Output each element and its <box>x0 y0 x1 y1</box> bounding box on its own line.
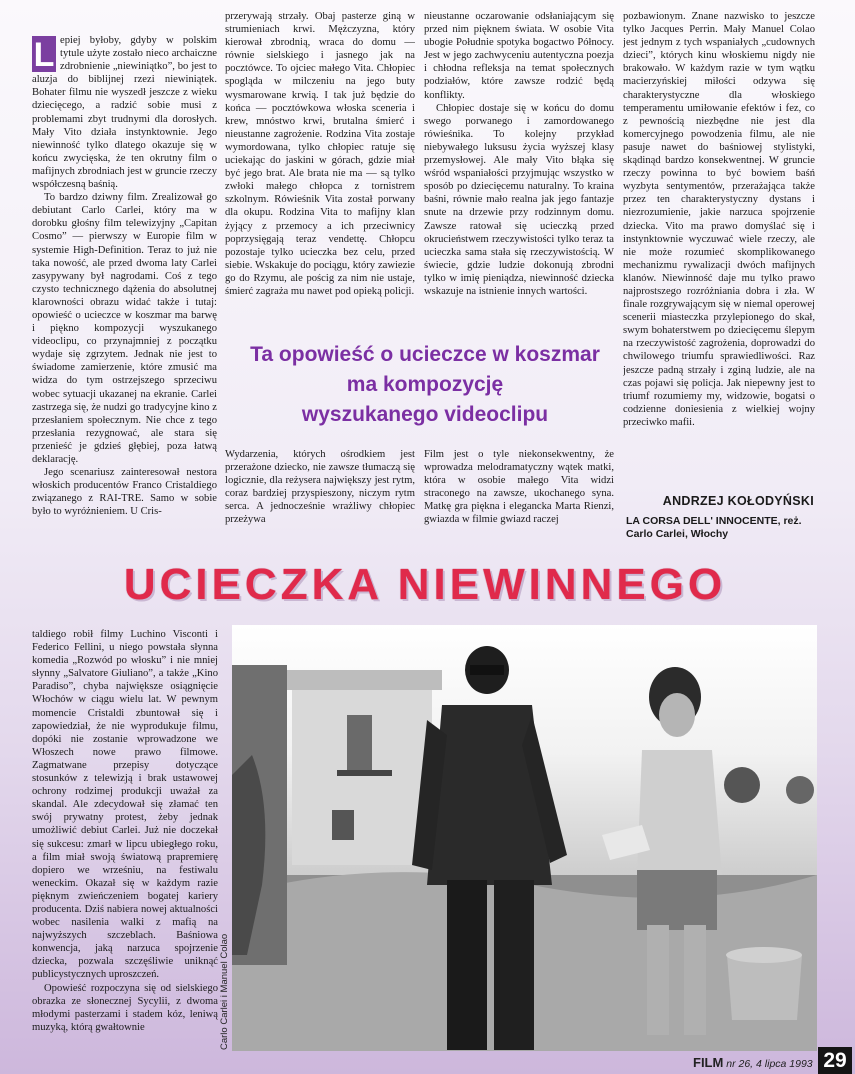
paragraph: Jego scenariusz zainteresował nestora włoskich producentów Franco Cristaldiego związanego z RAI-TRE. Samo w sobie było to wyróżnieniem. U Cris- <box>32 467 217 518</box>
paragraph: taldiego robił filmy Luchino Visconti i Federico Fellini, u niego powstała słynna komedia „Rozwód po włosku” i nie mniej słynny „Salvatore Giuliano”, a także „Kino Paradiso”, chyba największe osiągnięcie Włochów w ciągu wielu lat. W pewnym momencie Cristaldi zbuntował się i zapowiedział, że nie wyprodukuje filmu, dopóki nie zostanie wprowadzone we Włoszech nowe prawo filmowe. Zagmatwane przepisy dotyczące stosunków z telewizją i brak ustawowej ochrony rodzimej produkcji uważał za skandal. Ale zdecydował się złamać ten swój prywatny protest, żeby jednak umożliwić debiut Carlei. Już nie doczekał się sukcesu: zmarł w lipcu ubiegłego roku, a film miał swoją światową prapremierę dopiero we wrześniu, na festiwalu weneckim. Okazał się w każdym razie pięknym zwieńczeniem bogatej kariery producenta. Dziś nabiera nowej aktualności wobec nasilenia walki z mafią na najwyższych szczeblach. Baśniowa konwencja, jaką narzuca spojrzenie dziecka, pozwala szczęśliwie uniknąć publicystycznych uproszczeń. <box>32 629 218 981</box>
film-credit-director: Carlo Carlei, Włochy <box>626 528 729 540</box>
paragraph: pozbawionym. Znane nazwisko to jeszcze tylko Jacques Perrin. Mały Manuel Colao jest jednym z tych wspaniałych „cudownych dzieci”, których kinu włoskiemu nigdy nie brakowało. W każdym razie w tym wątku macierzyńskiej miłości odzywa się charakterystyczne dla włoskiego temperamentu umiłowanie efektów i fez, co z pewnością niezbędne nie jest dla komercyjnego powodzenia filmu, ale nie pasuje nawet do baśniowej stylistyki, skądinąd bardzo konsekwentnej. W gruncie rzeczy powinna to być bowiem baśń wyzbyta sentymentów, przerażająca także przez ten charakterystyczny dystans i niezrozumienie, jakie narzuca spojrzenie dziecka. Vito ma prawo domyślać się i instynktownie wyczuwać wiele rzeczy, ale nie może rozumieć skomplikowanego mechanizmu rywalizacji dwóch mafijnych klanów. Niewinność daje mu tylko prawo najprostszego rozróżniania dobra i zła. W finale rozgrywającym się w niemal operowej scenerii miasteczka przylepionego do skał, swym bohaterstwem po dziecięcemu ślepym na rzeczywistość zagrożenia, doprowadzi do chwilowego triumfu sprawiedliwości. Raz jeszcze padną strzały i zginą ludzie, ale na czas pojawi się policja. Jak niepewny jest to triumf rozumiemy my, widzowie, bogatsi o codzienne doniesienia z wielkiej wojny przeciwko mafii. <box>623 11 815 428</box>
article-column-1-top <box>32 34 217 522</box>
page-footer <box>693 1055 813 1070</box>
paragraph: nieustanne oczarowanie odsłaniającym się przed nim pięknem świata. W osobie Vita ubogie Południe spotyka bogactwo Północy. Jest w jego zachwyceniu autentyczna poezja i chłodna refleksja na temat społecznych podziałów, które zawsze rodzić będą konflikty. <box>424 11 614 101</box>
drop-cap: L <box>33 36 55 74</box>
issue-info: nr 26, 4 lipca 1993 <box>726 1058 813 1070</box>
article-column-2-bottom <box>225 448 415 540</box>
film-still-photo <box>232 625 817 1051</box>
paragraph: przerywają strzały. Obaj pasterze giną w strumieniach krwi. Mężczyzna, który kierował zbrodnią, wraca do domu — równie sielskiego i jasnego jak na pocztówce. To ojciec małego Vita. Chłopiec spogląda w milczeniu na jego buty wysmarowane krwią. I tak już będzie do końca — pocztówkowa włoska sceneria i krew, mnóstwo krwi, brutalna śmierć i nieustanne zagrożenie. Rodzina Vita zostaje wymordowana, tylko chłopiec ratuje się uciekając do jaskini w górach, gdzie miał być jego brat. Ale brata nie ma — są tylko zwłoki małego chłopca z tornistrem szkolnym. Rówieśnik Vita został porwany dla okupu. Rodzina Vita to mafijny klan żyjący z przemocy a ich przeciwnicy poprzysięgają teraz vendettę. Chłopcu pozostaje tylko ucieczka bez celu, przed siebie. Wskakuje do pociągu, który zawiezie go do Rzymu, ale pościg za nim nie ustaje, śmierć zagraża mu nawet pod opieką policji. <box>225 11 415 297</box>
pull-quote <box>225 340 625 430</box>
article-column-1-bottom <box>32 628 218 1048</box>
film-credit-title: LA CORSA DELL' INNOCENTE, reż. <box>626 515 802 527</box>
article-column-2-top <box>225 10 415 330</box>
paragraph: Chłopiec dostaje się w końcu do domu swego porwanego i zamordowanego rówieśnika. To kolejny przykład niebywałego luksusu życia wyższej klasy przemysłowej. Ale mały Vito błąka się wśród wspaniałości przyjmując wszystko w sposób po dziecięcemu naturalny. To kraina baśni, równie mało realna jak jego fantazje snute na drzewie przy rodzinnym domu. Zawsze ratował się ucieczką przed okrucieństwem rzeczywistości tylko teraz ta ucieczka sama stała się rzeczywistością. W świecie, gdzie ludzie dokonują zbrodni tylko w imię pieniądza, niewinność dziecka wskazuje na istnienie innych wartości. <box>424 102 614 297</box>
photo-credit: Carlo Carlei i Manuel Colao <box>219 933 230 1050</box>
article-column-3-top <box>424 10 614 330</box>
article-column-3-bottom <box>424 448 614 540</box>
byline: ANDRZEJ KOŁODYŃSKI <box>662 494 814 508</box>
magazine-name: FILM <box>693 1055 724 1070</box>
paragraph: Film jest o tyle niekonsekwentny, że wprowadza melodramatyczny wątek matki, która w osobie małego Vita widzi straconego na zawsze, ukochanego syna. Matkę gra piękna i elegancka Marta Rienzi, gwiazda w filmie gwiazd raczej <box>424 449 614 526</box>
pull-quote-line: wyszukanego videoclipu <box>301 403 549 426</box>
paragraph: Wydarzenia, których ośrodkiem jest przerażone dziecko, nie zawsze tłumaczą się logicznie, dla reżysera największy jest rytm, coraz bardziej przyspieszony, niczym rytm serca. A jednocześnie wrażliwy chłopiec przeżywa <box>225 449 415 526</box>
pull-quote-line: ma kompozycję <box>346 373 504 396</box>
paragraph: epiej byłoby, gdyby w polskim tytule użyte zostało nieco archaiczne zdrobnienie „niewiniątko”, bo jest to aluzja do biblijnej rzezi niewiniątek. Bohater filmu nie wyszedł jeszcze z wieku dziecięcego, a radzić sobie musi z problemami zbyt trudnymi dla dorosłych. Mały Vito działa instynktownie. Jego niewinność tylko dlatego okazuje się w końcu zwycięska, że ten okrutny film o mafijnych zbrodniach jest w gruncie rzeczy współczesną baśnią. <box>32 35 217 191</box>
pull-quote-line: Ta opowieść o ucieczce w koszmar <box>250 343 600 366</box>
film-still-illustration <box>232 625 817 1051</box>
film-credit <box>626 515 816 541</box>
page-number: 29 <box>818 1047 852 1074</box>
paragraph: Opowieść rozpoczyna się od sielskiego obrazka ze słonecznej Sycylii, z dwoma młodymi pasterzami i stadem kóz, leniwą muzyką, którą gwałtownie <box>32 982 218 1033</box>
paragraph: To bardzo dziwny film. Zrealizował go debiutant Carlo Carlei, który ma w dorobku głośny film telewizyjny „Capitan Cosmo” — pierwszy w Europie film w systemie High-Definition. Teraz to już nie taka nowość, ale przed dwoma laty Carlei zasypywany był nagrodami. Coś z tego czysto technicznego dążenia do absolutnej klarowności obrazu widać także i tutaj: opowieść o ucieczce w koszmar ma barwę i piękno kompozycji wyszukanego videoclipu, co przynajmniej z początku wydaje się zgrzytem. Jednak nie jest to świadome zamierzenie, które zmusić ma widza do tym ostrzejszego sprzeciwu wobec sytuacji ukazanej na ekranie. Carlei zastrzega się, że nudzi go tradycyjne kino z przesłaniem społecznym. Nie chce z tego przesłania rezygnować, ale stara się przenieść je gdzieś głębiej, poza łatwą deklarację. <box>32 192 217 465</box>
headline: UCIECZKA NIEWINNEGO <box>123 560 727 609</box>
article-column-4 <box>623 10 815 490</box>
